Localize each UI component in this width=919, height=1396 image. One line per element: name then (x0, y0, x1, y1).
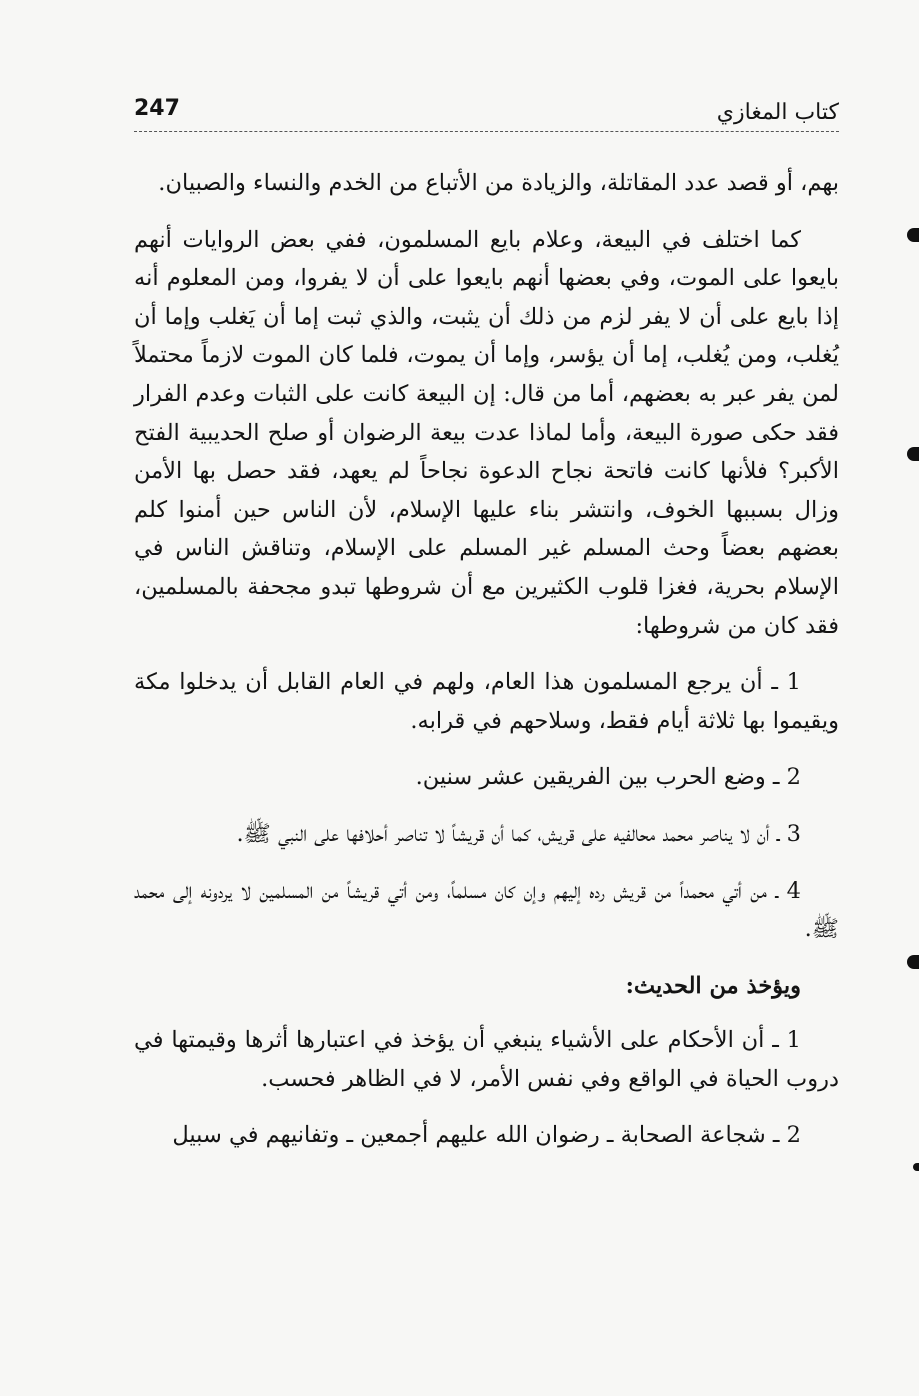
page-body (134, 164, 839, 1173)
header-divider (134, 131, 839, 132)
scan-edge-mark (907, 955, 919, 969)
condition-3: 3 ـ أن لا يناصر محمد محالفيه على قريش، كما أن قريشاً لا تناصر أحلافها على النبي ﷺ. (236, 820, 801, 847)
scan-edge-mark (913, 1163, 919, 1171)
condition-1: 1 ـ أن يرجع المسلمون هذا العام، ولهم في العام القابل أن يدخلوا مكة ويقيموا بها ثلاثة أيام فقط، وسلاحهم في قرابه. (134, 669, 839, 734)
page-number: 247 (134, 96, 180, 121)
paragraph-continuation: بهم، أو قصد عدد المقاتلة، والزيادة من الأتباع من الخدم والنساء والصبيان. (158, 170, 839, 196)
paragraph-bayah: كما اختلف في البيعة، وعلام بايع المسلمون، ففي بعض الروايات أنهم بايعوا على الموت، وفي بعضها أنهم بايعوا على أن لا يفروا، ومن المعلوم أنه إذا بايع على أن لا يفر لزم من ذلك أن يثبت، والذي ثبت إما أن يَغلب وإما أن يُغلب، ومن يُغلب، إما أن يؤسر، وإما أن يموت، فلما كان الموت لازماً محتملاً لمن يفر عبر به بعضهم، أما من قال: إن البيعة كانت على الثبات وعدم الفرار فقد حكى صورة البيعة، وأما لماذا عدت بيعة الرضوان أو صلح الحديبية الفتح الأكبر؟ فلأنها كانت فاتحة نجاح الدعوة نجاحاً لم يعهد، فقد حصل بها الأمن وزال بسببها الخوف، وانتشر بناء عليها الإسلام، لأن الناس حين أمنوا كلم بعضهم بعضاً وحث المسلم غير المسلم على الإسلام، وتناقش الناس في الإسلام بحرية، فغزا قلوب الكثيرين مع أن شروطها تبدو مجحفة بالمسلمين، فقد كان من شروطها: (134, 226, 839, 639)
section-heading: ويؤخذ من الحديث: (625, 972, 801, 999)
lesson-1: 1 ـ أن الأحكام على الأشياء ينبغي أن يؤخذ في اعتبارها أثرها وقيمتها في دروب الحياة في الواقع وفي نفس الأمر، لا في الظاهر فحسب. (134, 1027, 839, 1092)
lesson-2: 2 ـ شجاعة الصحابة ـ رضوان الله عليهم أجمعين ـ وتفانيهم في سبيل (172, 1122, 801, 1149)
condition-2: 2 ـ وضع الحرب بين الفريقين عشر سنين. (415, 764, 801, 791)
condition-4: 4 ـ من أتي محمداً من قريش رده إليهم وإن كان مسلماً، ومن أتي قريشاً من المسلمين لا يردونه إلى محمد ﷺ. (134, 877, 839, 943)
running-header (134, 96, 839, 128)
scan-edge-mark (907, 447, 919, 461)
scan-edge-mark (907, 228, 919, 242)
running-title: كتاب المغازي (716, 100, 839, 125)
